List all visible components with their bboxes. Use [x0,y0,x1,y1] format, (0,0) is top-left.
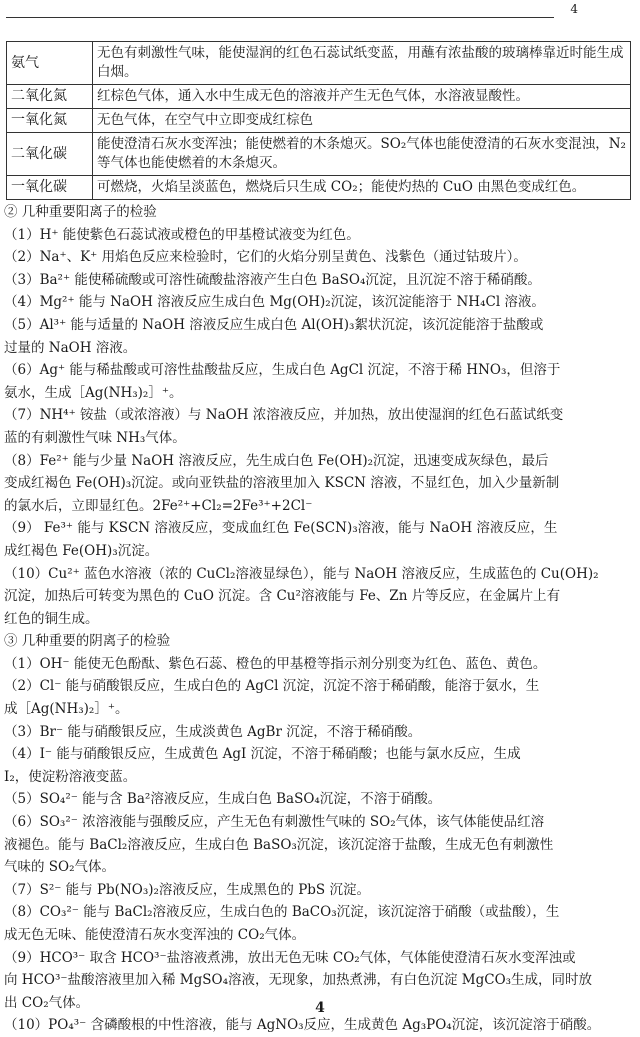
gas-description-cell: 无色有刺激性气味，能使湿润的红色石蕊试纸变蓝，用蘸有浓盐酸的玻璃棒靠近时能生成白烟。 [93,42,631,85]
table-row [7,109,631,133]
text-line: （5）Al³⁺ 能与适量的 NaOH 溶液反应生成白色 Al(OH)₃絮状沉淀，该沉淀能溶于盐酸或 [4,316,544,333]
gas-name-cell: 二氧化氮 [7,85,93,109]
gas-description-cell: 可燃烧，火焰呈淡蓝色，燃烧后只生成 CO₂；能使灼热的 CuO 由黑色变成红色。 [93,176,631,200]
gas-name-cell: 氨气 [7,42,93,85]
text-line: （8）CO₃²⁻ 能与 BaCl₂溶液反应，生成白色的 BaCO₃沉淀，该沉淀溶于硝酸（或盐酸），生 [4,904,560,921]
text-line: 液褪色。能与 BaCl₂溶液反应，生成白色 BaSO₃沉淀，该沉淀溶于盐酸，生成无色有刺激性 [4,836,554,853]
table-row [7,42,631,85]
footer-page-number: 4 [315,1000,325,1016]
gas-description-cell: 红棕色气体，通入水中生成无色的溶液并产生无色气体，水溶液显酸性。 [93,85,631,109]
text-line: （1）OH⁻ 能使无色酚酞、紫色石蕊、橙色的甲基橙等指示剂分别变为红色、蓝色、黄色。 [4,655,547,672]
text-line: （8）Fe²⁺ 能与少量 NaOH 溶液反应，先生成白色 Fe(OH)₂沉淀，迅速变成灰绿色，最后 [4,452,549,469]
text-line: （2）Cl⁻ 能与硝酸银反应，生成白色的 AgCl 沉淀，沉淀不溶于稀硝酸，能溶于氨水，生 [4,678,540,695]
text-line: （3）Ba²⁺ 能使稀硫酸或可溶性硫酸盐溶液产生白色 BaSO₄沉淀，且沉淀不溶于稀硝酸。 [4,271,541,288]
text-line: 的氯水后，立即显红色。2Fe²⁺+Cl₂=2Fe³⁺+2Cl⁻ [4,497,313,514]
text-line: （9） Fe³⁺ 能与 KSCN 溶液反应，变成血红色 Fe(SCN)₃溶液，能与 NaOH 溶液反应，生 [4,520,558,537]
gas-name-cell: 一氧化碳 [7,176,93,200]
text-line: （6）Ag⁺ 能与稀盐酸或可溶性盐酸盐反应，生成白色 AgCl 沉淀，不溶于稀 HNO₃，但溶于 [4,362,561,379]
text-line: 变成红褐色 Fe(OH)₃沉淀。或向亚铁盐的溶液里加入 KSCN 溶液，不显红色，加入少量新制 [4,475,560,492]
text-line: （5）SO₄²⁻ 能与含 Ba²溶液反应，生成白色 BaSO₄沉淀，不溶于硝酸。 [4,791,442,808]
text-line: （7）NH⁴⁺ 铵盐（或浓溶液）与 NaOH 浓溶液反应，并加热，放出使湿润的红色石蓝试纸变 [4,407,564,424]
text-line: 成［Ag(NH₃)₂］⁺。 [4,701,129,718]
text-line: 成无色无味、能使澄清石灰水变浑浊的 CO₂气体。 [4,927,306,943]
text-line: （2）Na⁺、K⁺ 用焰色反应来检验时，它们的火焰分别呈黄色、浅紫色（通过钴玻片）。 [4,249,527,266]
gas-description-cell: 能使澄清石灰水变浑浊；能使燃着的木条熄灭。SO₂气体也能使澄清的石灰水变混浊，N₂等气体也能使燃着的木条熄灭。 [93,133,631,176]
ion-tests-text [4,201,632,1037]
text-line: 沉淀，加热后可转变为黑色的 CuO 沉淀。含 Cu²溶液能与 Fe、Zn 片等反应，在金属片上有 [4,588,561,605]
text-line: （7）S²⁻ 能与 Pb(NO₃)₂溶液反应，生成黑色的 PbS 沉淀。 [4,881,370,898]
text-line: （10）PO₄³⁻ 含磷酸根的中性溶液，能与 AgNO₃反应，生成黄色 Ag₃PO₄沉淀，该沉淀溶于硝酸。 [4,1017,601,1034]
text-line: （3）Br⁻ 能与硝酸银反应，生成淡黄色 AgBr 沉淀，不溶于稀硝酸。 [4,723,422,740]
header-page-number: 4 [570,2,578,16]
text-line: （4）I⁻ 能与硝酸银反应，生成黄色 AgI 沉淀，不溶于稀硝酸；也能与氯水反应，生成 [4,746,521,763]
text-line: I₂，使淀粉溶液变蓝。 [4,768,137,785]
text-line: 蓝的有刺激性气味 NH₃气体。 [4,429,186,446]
text-line: （9）HCO³⁻ 取含 HCO³⁻盐溶液煮沸，放出无色无味 CO₂气体，气体能使澄清石灰水变浑浊或 [4,949,576,966]
text-line: （10）Cu²⁺ 蓝色水溶液（浓的 CuCl₂溶液显绿色），能与 NaOH 溶液反应，生成蓝色的 Cu(OH)₂ [4,565,599,582]
text-line: 成红褐色 Fe(OH)₃沉淀。 [4,542,159,559]
gas-description-cell: 无色气体，在空气中立即变成红棕色 [93,109,631,133]
text-line: （1）H⁺ 能使紫色石蕊试液或橙色的甲基橙试液变为红色。 [4,226,360,243]
table-row [7,176,631,200]
section-heading-cations: ② 几种重要阳离子的检验 [4,204,157,220]
text-line: 红色的铜生成。 [4,610,99,627]
text-line: 过量的 NaOH 溶液。 [4,339,137,356]
header-rule [6,17,554,18]
text-line: 向 HCO³⁻盐酸溶液里加入稀 MgSO₄溶液，无现象，加热煮沸，有白色沉淀 MgCO₃生成，同时放 [4,972,593,989]
section-heading-anions: ③ 几种重要的阴离子的检验 [4,633,171,650]
gas-name-cell: 二氧化碳 [7,133,93,176]
text-line: 出 CO₂气体。 [4,994,90,1011]
gas-name-cell: 一氧化氮 [7,109,93,133]
text-line: 气味的 SO₂气体。 [4,859,116,876]
text-line: （4）Mg²⁺ 能与 NaOH 溶液反应生成白色 Mg(OH)₂沉淀，该沉淀能溶于 NH₄Cl 溶液。 [4,294,545,311]
gas-identification-table [6,41,631,200]
text-line: （6）SO₃²⁻ 浓溶液能与强酸反应，产生无色有刺激性气味的 SO₂气体，该气体能使品红溶 [4,814,545,831]
table-row [7,85,631,109]
table-row [7,133,631,176]
text-line: 氨水，生成［Ag(NH₃)₂］⁺。 [4,384,183,401]
